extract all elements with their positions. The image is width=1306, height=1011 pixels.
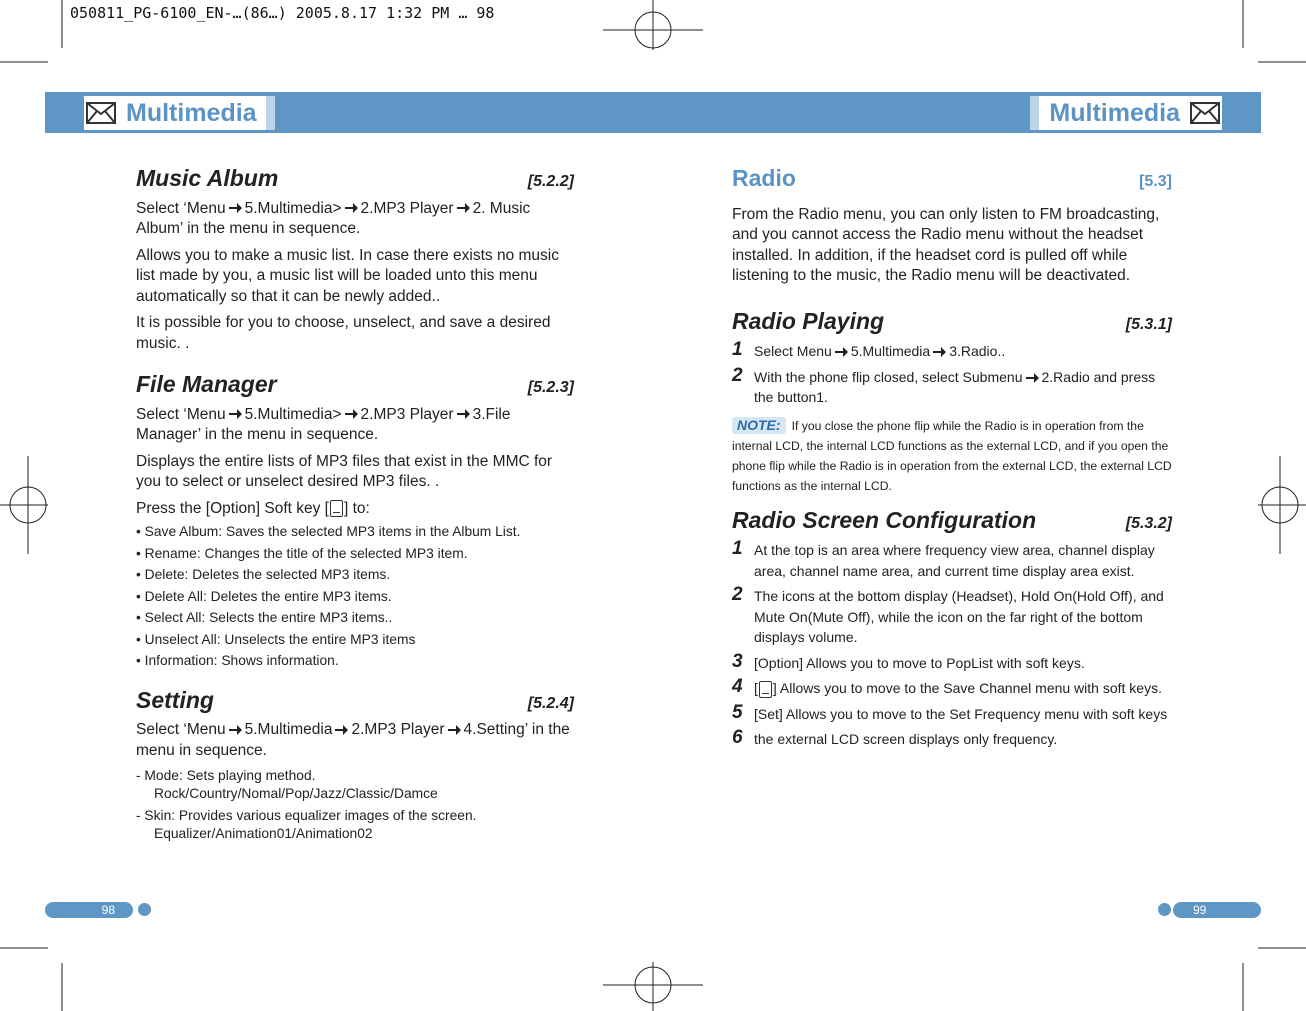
section-heading [136, 371, 574, 399]
header-title-left: Multimedia [126, 98, 257, 127]
list-item: • Unselect All: Unselects the entire MP3 items [136, 631, 416, 647]
file-manager-options-list [136, 521, 574, 672]
arrow-right-icon [229, 725, 242, 735]
radio-code: [5.3] [1139, 173, 1172, 190]
arrow-right-icon [229, 203, 242, 213]
header-separator [1030, 96, 1039, 130]
envelope-icon [84, 96, 118, 130]
radio-screen-steps [732, 540, 1172, 750]
note-label: NOTE: [732, 417, 786, 434]
file-manager-desc: Displays the entire lists of MP3 files that exist in the MMC for you to select or unselect desired MP3 files. . [136, 452, 553, 490]
soft-key-icon [330, 500, 343, 517]
radio-playing-steps [732, 341, 1172, 408]
page-number-left: 98 [45, 902, 133, 918]
header-title-right: Multimedia [1049, 98, 1180, 127]
header-separator [266, 96, 275, 130]
envelope-icon [1188, 96, 1222, 130]
arrow-right-icon [345, 203, 358, 213]
list-item: • Save Album: Saves the selected MP3 items in the Album List. [136, 524, 521, 539]
section-heading [732, 307, 1172, 336]
radio-screen-code: [5.3.2] [1125, 514, 1172, 532]
music-album-desc-2: It is possible for you to choose, unselect, and save a desired music. . [136, 314, 551, 352]
radio-title: Radio [732, 165, 796, 191]
list-item: 5 [Set] Allows you to move to the Set Frequency menu with soft keys [732, 701, 1168, 723]
list-item: 1 Select Menu 5.Multimedia 3.Radio.. [732, 339, 1006, 360]
section-heading [732, 165, 1172, 193]
music-album-path: Select ‘Menu 5.Multimedia> 2.MP3 Player 2. Music Album’ in the menu in sequence. [136, 199, 531, 237]
registration-mark-top [603, 0, 703, 50]
arrow-right-icon [335, 725, 348, 735]
registration-mark-bottom [603, 962, 703, 1011]
music-album-title: Music Album [136, 165, 279, 191]
list-item: • Select All: Selects the entire MP3 items.. [136, 610, 393, 625]
registration-mark-right [1258, 456, 1306, 554]
radio-desc: From the Radio menu, you can only listen to FM broadcasting, and you cannot access the Radio menu without the headset installed. In addition, if the headset cord is pulled off while listening to the music, the Radio menu will be deactivated. [732, 205, 1160, 284]
arrow-right-icon [457, 409, 470, 419]
setting-options-list [136, 767, 574, 843]
setting-title: Setting [136, 686, 214, 713]
radio-playing-title: Radio Playing [732, 307, 885, 334]
section-heading [136, 165, 574, 193]
page-number-right: 99 [1173, 902, 1261, 918]
left-column [136, 165, 574, 847]
arrow-right-icon [345, 409, 358, 419]
section-heading [136, 686, 574, 715]
arrow-right-icon [1026, 373, 1039, 383]
list-item: 2 With the phone flip closed, select Submenu 2.Radio and press the button1. [732, 364, 1156, 405]
file-manager-title: File Manager [136, 371, 277, 397]
list-item: 6 the external LCD screen displays only frequency. [732, 727, 1058, 748]
list-item: - Skin: Provides various equalizer images of the screen. Equalizer/Animation01/Animation02 [136, 808, 477, 841]
page-dot-right [1158, 903, 1171, 916]
print-header: 050811_PG-6100_EN-…(86…) 2005.8.17 1:32 PM … 98 [70, 4, 495, 22]
arrow-right-icon [835, 347, 848, 357]
arrow-right-icon [448, 725, 461, 735]
arrow-right-icon [457, 203, 470, 213]
header-tab-right [1030, 96, 1222, 130]
file-manager-path: Select ‘Menu 5.Multimedia> 2.MP3 Player 3.File Manager’ in the menu in sequence. [136, 405, 511, 443]
list-item: 4 [ ] Allows you to move to the Save Channel menu with soft keys. [732, 676, 1162, 697]
radio-screen-title: Radio Screen Configuration [732, 506, 1037, 533]
music-album-code: [5.2.2] [527, 173, 574, 190]
arrow-right-icon [933, 347, 946, 357]
list-item: 2 The icons at the bottom display (Headset), Hold On(Hold Off), and Mute On(Mute Off), while the icon on the far right of the bottom displays volume. [732, 584, 1164, 645]
header-tab-left [84, 96, 275, 130]
music-album-desc: Allows you to make a music list. In case there exists no music list made by you, a music list will be loaded unto this menu automatically so that it can be newly added.. [136, 246, 559, 305]
list-item: • Rename: Changes the title of the selected MP3 item. [136, 545, 468, 561]
list-item: 3 [Option] Allows you to move to PopList with soft keys. [732, 650, 1085, 672]
registration-mark-left [0, 456, 48, 554]
radio-playing-code: [5.3.1] [1125, 315, 1172, 333]
section-heading [732, 506, 1172, 535]
list-item: - Mode: Sets playing method. Rock/Country/Nomal/Pop/Jazz/Classic/Damce [136, 768, 438, 801]
list-item: • Delete All: Deletes the entire MP3 items. [136, 588, 392, 604]
setting-path: Select ‘Menu 5.Multimedia 2.MP3 Player 4.Setting’ in the menu in sequence. [136, 721, 570, 759]
arrow-right-icon [229, 409, 242, 419]
page-dot-left [138, 903, 151, 916]
note-box [732, 416, 1172, 496]
list-item: 1 At the top is an area where frequency view area, channel display area, channel name area, and current time display area exist. [732, 538, 1155, 579]
list-item: • Delete: Deletes the selected MP3 items. [136, 567, 391, 582]
right-column [732, 165, 1172, 755]
setting-code: [5.2.4] [527, 694, 574, 712]
list-item: • Information: Shows information. [136, 653, 339, 668]
save-key-icon [759, 681, 772, 698]
file-manager-code: [5.2.3] [527, 379, 574, 396]
file-manager-option: Press the [Option] Soft key [ ] to: [136, 499, 370, 517]
note-text: If you close the phone flip while the Radio is in operation from the internal LCD, the internal LCD functions as the external LCD, and if you open the phone flip while the Radio is in operation from the external LCD, the external LCD functions as the internal LCD. [732, 418, 1172, 493]
